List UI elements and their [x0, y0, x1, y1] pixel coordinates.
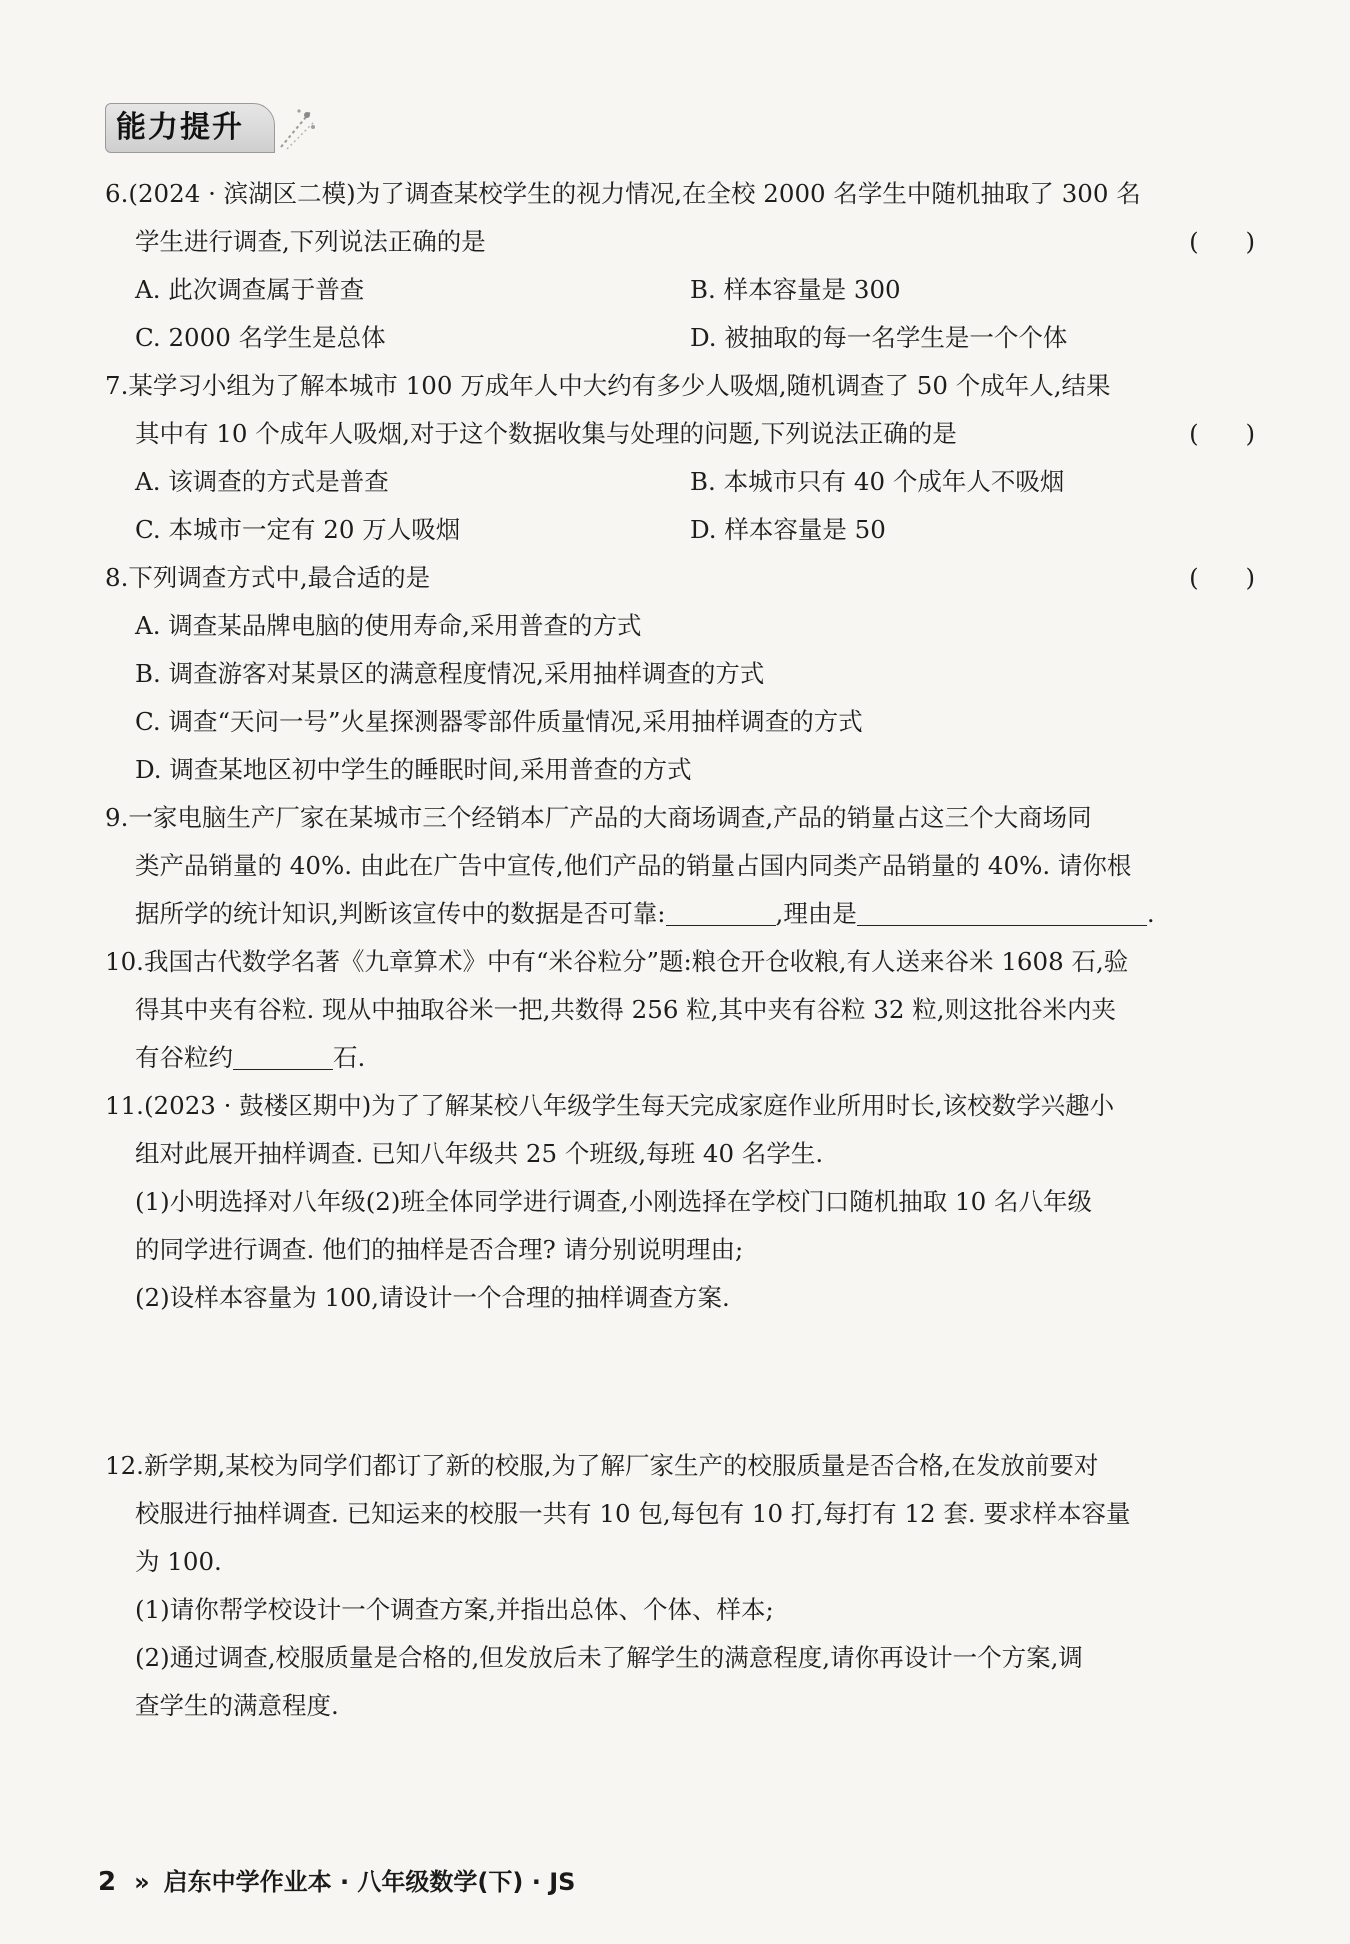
section-title: 能力提升: [105, 103, 275, 153]
question-text: 据所学的统计知识,判断该宣传中的数据是否可靠:: [135, 899, 666, 928]
question-text: 学生进行调查,下列说法正确的是: [135, 227, 486, 256]
question-text: 有谷粒约: [135, 1043, 233, 1072]
sub-question-1: 的同学进行调查. 他们的抽样是否合理? 请分别说明理由;: [135, 1235, 744, 1264]
question-12: [105, 1442, 1255, 1730]
question-10: [105, 938, 1255, 1082]
question-number: 8.: [105, 563, 129, 592]
question-number: 11.: [105, 1091, 144, 1120]
option-c[interactable]: C. 2000 名学生是总体: [135, 323, 386, 352]
question-11: [105, 1082, 1255, 1442]
book-title: 启东中学作业本 · 八年级数学(下) · JS: [163, 1868, 576, 1896]
option-a[interactable]: A. 该调查的方式是普查: [135, 467, 389, 496]
sub-question-2: 查学生的满意程度.: [135, 1691, 339, 1720]
question-8: [105, 554, 1255, 794]
answer-blank-grain[interactable]: [233, 1039, 333, 1070]
option-a[interactable]: A. 此次调查属于普查: [135, 275, 365, 304]
question-9: [105, 794, 1255, 938]
page-footer: [98, 1862, 575, 1897]
sparkle-decoration-icon: [277, 105, 317, 151]
question-text: 校服进行抽样调查. 已知运来的校服一共有 10 包,每包有 10 打,每打有 12 套. 要求样本容量: [135, 1499, 1131, 1528]
option-b[interactable]: B. 调查游客对某景区的满意程度情况,采用抽样调查的方式: [135, 659, 765, 688]
question-text: 得其中夹有谷粒. 现从中抽取谷米一把,共数得 256 粒,其中夹有谷粒 32 粒,则这批谷米内夹: [135, 995, 1117, 1024]
question-number: 7.: [105, 371, 129, 400]
question-text: 新学期,某校为同学们都订了新的校服,为了解厂家生产的校服质量是否合格,在发放前要对: [143, 1451, 1099, 1480]
question-text: (2024 · 滨湖区二模)为了调查某校学生的视力情况,在全校 2000 名学生中随机抽取了 300 名: [128, 179, 1141, 208]
questions-area: [105, 170, 1255, 1730]
chevron-right-icon: »: [134, 1868, 150, 1896]
question-text: 一家电脑生产厂家在某城市三个经销本厂产品的大商场调查,产品的销量占这三个大商场同: [128, 803, 1092, 832]
question-text: 下列调查方式中,最合适的是: [128, 563, 431, 592]
answer-space[interactable]: [105, 1322, 1255, 1442]
question-text: 石.: [333, 1043, 366, 1072]
question-text: 为 100.: [135, 1547, 222, 1576]
sub-question-2: (2)通过调查,校服质量是合格的,但发放后未了解学生的满意程度,请你再设计一个方案,调: [135, 1643, 1083, 1672]
question-text: 类产品销量的 40%. 由此在广告中宣传,他们产品的销量占国内同类产品销量的 40%. 请你根: [135, 851, 1132, 880]
question-number: 10.: [105, 947, 144, 976]
sub-question-1: (1)请你帮学校设计一个调查方案,并指出总体、个体、样本;: [135, 1595, 774, 1624]
option-b[interactable]: B. 本城市只有 40 个成年人不吸烟: [690, 467, 1065, 496]
question-6: [105, 170, 1255, 362]
option-b[interactable]: B. 样本容量是 300: [690, 275, 901, 304]
answer-bracket[interactable]: ( ): [1189, 419, 1255, 448]
question-7: [105, 362, 1255, 554]
question-text: .: [1146, 899, 1155, 928]
page-number: 2: [98, 1867, 117, 1897]
question-number: 9.: [105, 803, 129, 832]
answer-bracket[interactable]: ( ): [1189, 227, 1255, 256]
option-a[interactable]: A. 调查某品牌电脑的使用寿命,采用普查的方式: [135, 611, 642, 640]
question-number: 6.: [105, 179, 129, 208]
question-text: ,理由是: [775, 899, 857, 928]
answer-bracket[interactable]: ( ): [1189, 563, 1255, 592]
sub-question-1: (1)小明选择对八年级(2)班全体同学进行调查,小刚选择在学校门口随机抽取 10 名八年级: [135, 1187, 1092, 1216]
question-text: 组对此展开抽样调查. 已知八年级共 25 个班级,每班 40 名学生.: [135, 1139, 824, 1168]
option-d[interactable]: D. 样本容量是 50: [690, 515, 886, 544]
section-banner: [105, 103, 295, 153]
answer-blank-reason[interactable]: [857, 895, 1147, 926]
question-text: (2023 · 鼓楼区期中)为了了解某校八年级学生每天完成家庭作业所用时长,该校数学兴趣小: [143, 1091, 1115, 1120]
option-c[interactable]: C. 调查“天问一号”火星探测器零部件质量情况,采用抽样调查的方式: [135, 707, 863, 736]
option-c[interactable]: C. 本城市一定有 20 万人吸烟: [135, 515, 461, 544]
sub-question-2: (2)设样本容量为 100,请设计一个合理的抽样调查方案.: [135, 1283, 730, 1312]
question-text: 某学习小组为了解本城市 100 万成年人中大约有多少人吸烟,随机调查了 50 个成年人,结果: [128, 371, 1111, 400]
question-number: 12.: [105, 1451, 144, 1480]
option-d[interactable]: D. 调查某地区初中学生的睡眠时间,采用普查的方式: [135, 755, 692, 784]
question-text: 其中有 10 个成年人吸烟,对于这个数据收集与处理的问题,下列说法正确的是: [135, 419, 957, 448]
option-d[interactable]: D. 被抽取的每一名学生是一个个体: [690, 323, 1068, 352]
question-text: 我国古代数学名著《九章算术》中有“米谷粒分”题:粮仓开仓收粮,有人送来谷米 1608 石,验: [143, 947, 1129, 976]
answer-blank-reliable[interactable]: [666, 895, 776, 926]
